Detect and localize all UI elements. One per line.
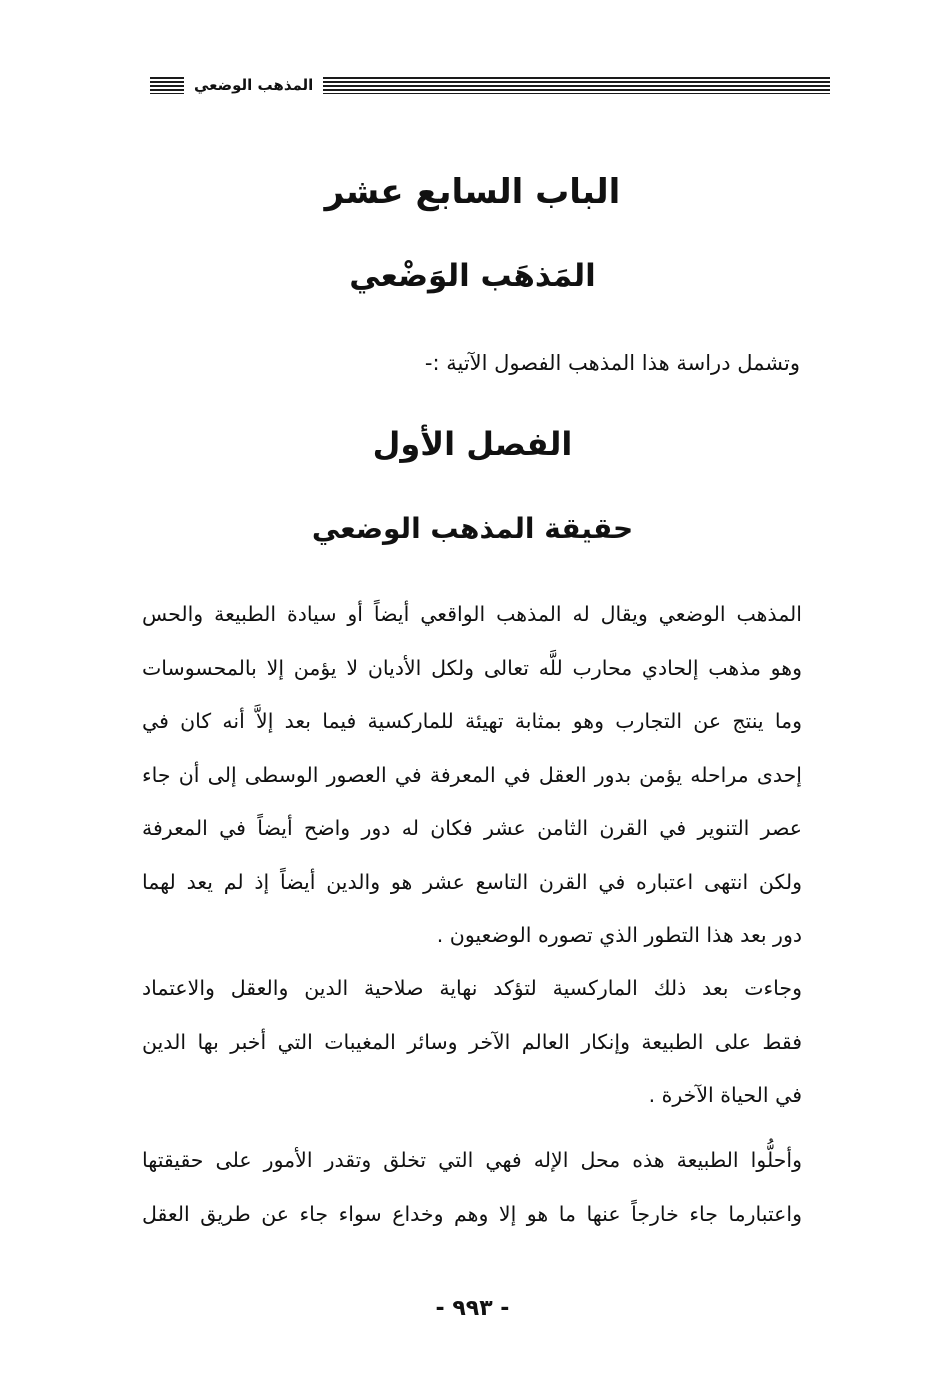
- paragraph-3: [142, 1134, 802, 1241]
- text-line: وما ينتج عن التجارب وهو بمثابة تهيئة للماركسية فيما بعد إلاَّ أنه كان في: [142, 709, 802, 733]
- text-line: وهو مذهب إلحادي محارب للَّه تعالى ولكل الأديان لا يؤمن إلا بالمحسوسات: [142, 655, 802, 680]
- text-line: عصر التنوير في القرن الثامن عشر فكان له دور واضح أيضاً في المعرفة: [142, 816, 802, 840]
- intro-text: وتشمل دراسة هذا المذهب الفصول الآتية :-: [424, 351, 800, 375]
- running-header: [150, 72, 830, 98]
- text-line: في الحياة الآخرة .: [648, 1083, 802, 1107]
- header-ornament-left: [150, 77, 184, 94]
- text-line: ولكن انتهى اعتباره في القرن التاسع عشر هو والدين أيضاً إذ لم يعد لهما: [142, 869, 802, 894]
- paragraph-2: [142, 962, 802, 1123]
- text-line: دور بعد هذا التطور الذي تصوره الوضعيون .: [436, 923, 802, 947]
- doctrine-title: المَذهَب الوَضْعي: [349, 258, 596, 294]
- page-number: - ٩٩٣ -: [435, 1296, 510, 1321]
- text-line: فقط على الطبيعة وإنكار العالم الآخر وسائر المغيبات التي أخبر بها الدين: [142, 1029, 802, 1054]
- header-rule: [323, 77, 830, 94]
- text-line: واعتبارما جاء خارجاً عنها ما هو إلا وهم وخداع سواء جاء عن طريق العقل: [142, 1201, 802, 1226]
- running-header-title: المذهب الوضعي: [194, 76, 314, 94]
- paragraph-1: [142, 588, 802, 963]
- text-line: المذهب الوضعي ويقال له المذهب الواقعي أيضاً أو سيادة الطبيعة والحس: [142, 602, 802, 626]
- chapter-subtitle: حقيقة المذهب الوضعي: [311, 512, 634, 545]
- part-title: الباب السابع عشر: [324, 172, 621, 212]
- text-line: إحدى مراحله يؤمن بدور العقل في المعرفة في العصور الوسطى إلى أن جاء: [142, 762, 802, 787]
- chapter-title: الفصل الأول: [372, 425, 573, 463]
- text-line: وجاءت بعد ذلك الماركسية لتؤكد نهاية صلاحية الدين والعقل والاعتماد: [142, 976, 802, 1000]
- text-line: وأحلُّوا الطبيعة هذه محل الإله فهي التي تخلق وتقدر الأمور على حقيقتها: [142, 1148, 802, 1172]
